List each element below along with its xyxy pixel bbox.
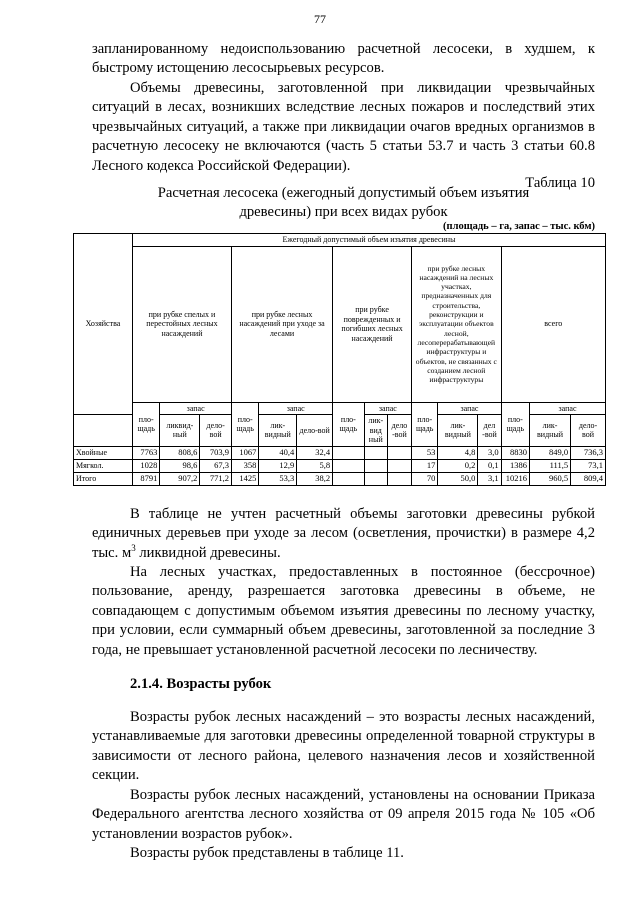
cell: 73,1: [571, 459, 606, 472]
paragraph-4: На лесных участках, предоставленных в постоянное (бессрочное) пользование, аренду, разрешается заготовка древесины в объеме, не совпадающем с допустимым объемом изъятия древесины по лесному участку, при условии, если суммарный объем древесины, заготовленной за последние 3 года, не превышает установленной расчетной лесосеки по лесничеству.: [92, 564, 595, 658]
category-infrastructure: при рубке лесных насаждений на лесных участках, предназначенных для строительства, реконструкции и эксплуатации объектов лесной, лесоперерабатывающей инфраструктуры и объектов, не связанных с созданием лесной инфраструктуры: [412, 246, 502, 402]
row-name: Хвойные: [74, 446, 133, 459]
cell: 1028: [132, 459, 159, 472]
cell: 0,1: [478, 459, 501, 472]
cell: 808,6: [160, 446, 200, 459]
table-row: [74, 472, 606, 485]
cell: [364, 446, 387, 459]
cell: [333, 446, 365, 459]
cell: 32,4: [297, 446, 333, 459]
cell: 849,0: [530, 446, 571, 459]
paragraph-7: Возрасты рубок представлены в таблице 11.: [130, 845, 404, 861]
stock-header: запас: [259, 402, 333, 415]
category-damaged: при рубке поврежденных и погибших лесных насаждений: [333, 246, 412, 402]
col-farm: Хозяйства: [74, 234, 133, 415]
table-row: [74, 459, 606, 472]
paragraph-3-tail: ликвидной древесины.: [135, 544, 281, 561]
cell: 1425: [231, 472, 258, 485]
cell: [387, 446, 411, 459]
cell: [333, 459, 365, 472]
paragraph-1: запланированному недоиспользованию расчетной лесосеки, в худшем, к быстрому истощению лесосырьевых ресурсов.: [92, 41, 595, 77]
table-label: Таблица 10: [525, 175, 595, 191]
liquid-header: лик-видный: [530, 415, 571, 447]
cell: 38,2: [297, 472, 333, 485]
business-header: дело -вой: [387, 415, 411, 447]
business-header: дело-вой: [571, 415, 606, 447]
cell: 40,4: [259, 446, 297, 459]
cell: 53: [412, 446, 438, 459]
cell: 736,3: [571, 446, 606, 459]
cell: 3,1: [478, 472, 501, 485]
category-mature: при рубке спелых и перестойных лесных насаждений: [132, 246, 231, 402]
stock-header: запас: [438, 402, 501, 415]
page-number: 77: [314, 12, 326, 26]
paragraph-3: [92, 505, 595, 563]
business-header: дел -вой: [478, 415, 501, 447]
col-group: Ежегодный допустимый объем изъятия древесины: [132, 234, 605, 247]
category-care: при рубке лесных насаждений при уходе за лесами: [231, 246, 332, 402]
paragraph-6: Возрасты рубок лесных насаждений, установлены на основании Приказа Федерального агентства лесного хозяйства от 09 апреля 2015 года № 105 «Об установлении возрастов рубок».: [92, 787, 595, 842]
liquid-header: лик-вид ный: [364, 415, 387, 447]
cell: 53,3: [259, 472, 297, 485]
paragraph-2: Объемы древесины, заготовленной при ликвидации чрезвычайных ситуаций в лесах, возникших вследствие лесных пожаров и последствий этих чрезвычайных ситуаций, а также при ликвидации очагов вредных организмов в расчетную лесосеку не включаются (часть 5 статьи 53.7 и часть 3 статьи 60.8 Лесного кодекса Российской Федерации).: [92, 80, 595, 174]
cell: 1067: [231, 446, 258, 459]
cell: 0,2: [438, 459, 478, 472]
allowable-cut-table: [73, 233, 606, 486]
category-total: всего: [501, 246, 605, 402]
cell: 960,5: [530, 472, 571, 485]
cell: [364, 472, 387, 485]
cell: 358: [231, 459, 258, 472]
table-title: Расчетная лесосека (ежегодный допустимый объем изъятия древесины) при всех видах рубок: [157, 185, 530, 220]
stock-header: запас: [530, 402, 606, 415]
paragraph-3-text: В таблице не учтен расчетный объемы заготовки древесины рубкой единичных деревьев при уходе за лесом (осветления, прочистки) в размере 4,2 тыс. м: [92, 506, 595, 561]
cell: [364, 459, 387, 472]
liquid-header: ликвид-ный: [160, 415, 200, 447]
cell: 1386: [501, 459, 529, 472]
cell: [333, 472, 365, 485]
cell: 8830: [501, 446, 529, 459]
cell: 12,9: [259, 459, 297, 472]
cell: 809,4: [571, 472, 606, 485]
cell: 70: [412, 472, 438, 485]
cell: 17: [412, 459, 438, 472]
cell: 771,2: [200, 472, 232, 485]
area-header: пло-щадь: [412, 402, 438, 446]
paragraph-5: Возрасты рубок лесных насаждений – это возрасты лесных насаждений, устанавливаемые для заготовки древесины определенной товарной структуры в зависимости от лесного района, целевого назначения лесов и хозяйственной секции.: [92, 709, 595, 784]
table-units: (площадь – га, запас – тыс. кбм): [443, 221, 595, 232]
stock-header: запас: [364, 402, 411, 415]
liquid-header: лик-видный: [438, 415, 478, 447]
cell: 111,5: [530, 459, 571, 472]
cell: 907,2: [160, 472, 200, 485]
paragraph-3-superscript: 3: [131, 542, 136, 553]
cell: 3,0: [478, 446, 501, 459]
cell: 4,8: [438, 446, 478, 459]
row-name: Итого: [74, 472, 133, 485]
cell: 7763: [132, 446, 159, 459]
cell: [387, 472, 411, 485]
stock-header: запас: [160, 402, 232, 415]
area-header: пло-щадь: [333, 402, 365, 446]
business-header: дело-вой: [297, 415, 333, 447]
cell: 50,0: [438, 472, 478, 485]
cell: 67,3: [200, 459, 232, 472]
business-header: дело-вой: [200, 415, 232, 447]
cell: 10216: [501, 472, 529, 485]
cell: 98,6: [160, 459, 200, 472]
area-header: пло-щадь: [132, 402, 159, 446]
farm-header-spacer: [74, 415, 133, 447]
cell: 8791: [132, 472, 159, 485]
cell: [387, 459, 411, 472]
liquid-header: лик-видный: [259, 415, 297, 447]
cell: 5,8: [297, 459, 333, 472]
area-header: пло-щадь: [231, 402, 258, 446]
section-heading: 2.1.4. Возрасты рубок: [130, 676, 272, 692]
area-header: пло-щадь: [501, 402, 529, 446]
cell: 703,9: [200, 446, 232, 459]
table-row: [74, 446, 606, 459]
row-name: Мягкол.: [74, 459, 133, 472]
